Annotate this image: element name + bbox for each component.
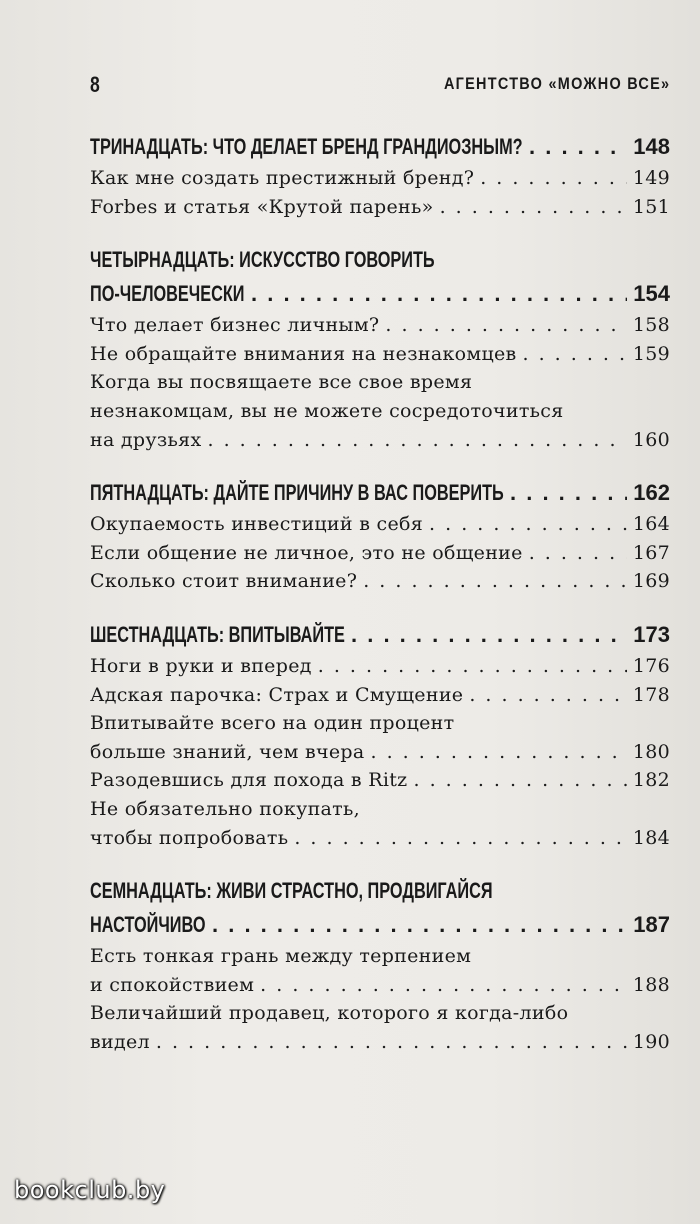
section-page-number: 151: [632, 195, 670, 218]
dot-leader: [529, 130, 627, 164]
chapter-title: [90, 908, 670, 942]
dot-leader: [294, 824, 626, 853]
dot-leader: [414, 766, 627, 795]
section-title: Сколько стоит внимание?: [90, 570, 358, 593]
chapter-page-number: 173: [633, 621, 670, 647]
section-title: больше знаний, чем вчера: [90, 740, 365, 763]
chapter-title-text: [90, 130, 523, 164]
section-title-line: Впитывайте всего на один процент: [90, 712, 455, 735]
section-title: Forbes и статья «Крутой парень»: [90, 195, 434, 218]
section-title-line: Величайший продавец, которого я когда-либо: [90, 1002, 569, 1025]
section-title-line: Не обязательно покупать,: [90, 797, 360, 820]
section-title-line: Когда вы посвящаете все свое время: [90, 371, 473, 394]
chapter-block: [90, 618, 670, 852]
chapter-page-number: 187: [633, 912, 670, 938]
section-title: Как мне создать престижный бренд?: [90, 167, 475, 189]
chapter-page-number: 162: [633, 480, 670, 506]
section-page-number: 184: [632, 826, 670, 849]
section-page-number: 164: [632, 513, 670, 536]
section-entry: [90, 164, 670, 193]
section-page-number: 169: [632, 570, 670, 593]
section-page-number: 158: [632, 314, 670, 337]
chapter-gap: [90, 454, 670, 476]
chapter-title-text: [90, 277, 245, 311]
chapter-title: [90, 130, 670, 164]
dot-leader: [523, 340, 627, 369]
section-entry: [90, 971, 670, 1000]
section-page-number: 190: [632, 1030, 670, 1053]
dot-leader: [207, 426, 626, 455]
section-title-line: Есть тонкая грань между терпением: [90, 945, 472, 968]
section-page-number: 149: [632, 167, 670, 189]
dot-leader: [480, 164, 627, 193]
chapter-title-text: [90, 476, 504, 510]
section-title: Адская парочка: Страх и Смущение: [90, 683, 464, 706]
section-page-number: 176: [632, 654, 670, 677]
chapter-title-label: ПЯТНАДЦАТЬ: ДАЙТЕ ПРИЧИНУ В ВАС ПОВЕРИТЬ: [90, 480, 504, 506]
dot-leader: [156, 1028, 627, 1057]
dot-leader: [318, 652, 627, 681]
section-entry: [90, 510, 670, 539]
chapter-title-line: [90, 243, 670, 277]
chapter-title-label: НАСТОЙЧИВО: [90, 912, 206, 938]
section-page-number: 180: [632, 740, 670, 763]
section-entry: [90, 652, 670, 681]
chapter-title: [90, 618, 670, 652]
section-title: Окупаемость инвестиций в себя: [90, 513, 424, 536]
section-page-number: 160: [632, 428, 670, 451]
section-entry: [90, 426, 670, 455]
section-page-number: 159: [632, 342, 670, 365]
section-title: Если общение не личное, это не общение: [90, 541, 523, 564]
section-title: видел: [90, 1030, 150, 1053]
section-entry: [90, 1028, 670, 1057]
chapter-page-number: 154: [633, 281, 670, 307]
chapter-title-line: [90, 874, 670, 908]
section-title: и спокойствием: [90, 973, 255, 996]
chapter-gap: [90, 852, 670, 874]
chapter-title: [90, 277, 670, 311]
running-head: [90, 72, 670, 102]
chapter-block: [90, 476, 670, 596]
dot-leader: [510, 476, 627, 510]
section-entry: [90, 567, 670, 596]
section-title: Что делает бизнес личным?: [90, 314, 380, 337]
section-title: Не обращайте внимания на незнакомцев: [90, 342, 517, 365]
chapter-title-text: ЧЕТЫРНАДЦАТЬ: ИСКУССТВО ГОВОРИТЬ: [90, 247, 435, 273]
section-entry: [90, 824, 670, 853]
section-title: на друзьях: [90, 428, 202, 451]
dot-leader: [370, 738, 626, 767]
section-title: чтобы попробовать: [90, 826, 289, 849]
section-entry: [90, 766, 670, 795]
dot-leader: [385, 311, 626, 340]
section-entry: [90, 193, 670, 222]
section-title-line: незнакомцам, вы не можете сосредоточиться: [90, 399, 564, 422]
dot-leader: [212, 908, 627, 942]
section-page-number: 188: [632, 973, 670, 996]
dot-leader: [529, 539, 627, 568]
chapter-title-text: [90, 618, 345, 652]
dot-leader: [363, 567, 627, 596]
dot-leader: [251, 277, 627, 311]
chapter-title-label: ПО-ЧЕЛОВЕЧЕСКИ: [90, 281, 245, 307]
section-entry: [90, 681, 670, 710]
watermark: bookclub.by: [14, 1176, 166, 1204]
dot-leader: [469, 681, 627, 710]
chapter-page-number: 148: [633, 134, 670, 159]
chapter-block: [90, 874, 670, 1056]
chapter-title-label: ШЕСТНАДЦАТЬ: ВПИТЫВАЙТЕ: [90, 621, 345, 647]
section-entry: [90, 311, 670, 340]
section-entry: [90, 340, 670, 369]
dot-leader: [440, 193, 627, 222]
chapter-gap: [90, 596, 670, 618]
section-page-number: 178: [632, 683, 670, 706]
section-title: Разодевшись для похода в Ritz: [90, 769, 408, 792]
chapter-block: [90, 130, 670, 221]
chapter-title-label: ТРИНАДЦАТЬ: ЧТО ДЕЛАЕТ БРЕНД ГРАНДИОЗНЫМ?: [90, 134, 523, 159]
section-title: Ноги в руки и вперед: [90, 654, 312, 677]
chapter-title: [90, 476, 670, 510]
chapter-title-text: [90, 908, 206, 942]
section-entry: [90, 738, 670, 767]
chapter-gap: [90, 221, 670, 243]
book-title: АГЕНТСТВО «МОЖНО ВСЕ»: [443, 74, 670, 93]
dot-leader: [260, 971, 627, 1000]
dot-leader: [429, 510, 627, 539]
table-of-contents: [90, 130, 670, 1056]
page-number: 8: [90, 72, 100, 97]
section-page-number: 167: [632, 541, 670, 564]
chapter-block: [90, 243, 670, 454]
section-page-number: 182: [632, 769, 670, 792]
section-entry: [90, 539, 670, 568]
chapter-title-text: СЕМНАДЦАТЬ: ЖИВИ СТРАСТНО, ПРОДВИГАЙСЯ: [90, 878, 493, 904]
dot-leader: [351, 618, 627, 652]
